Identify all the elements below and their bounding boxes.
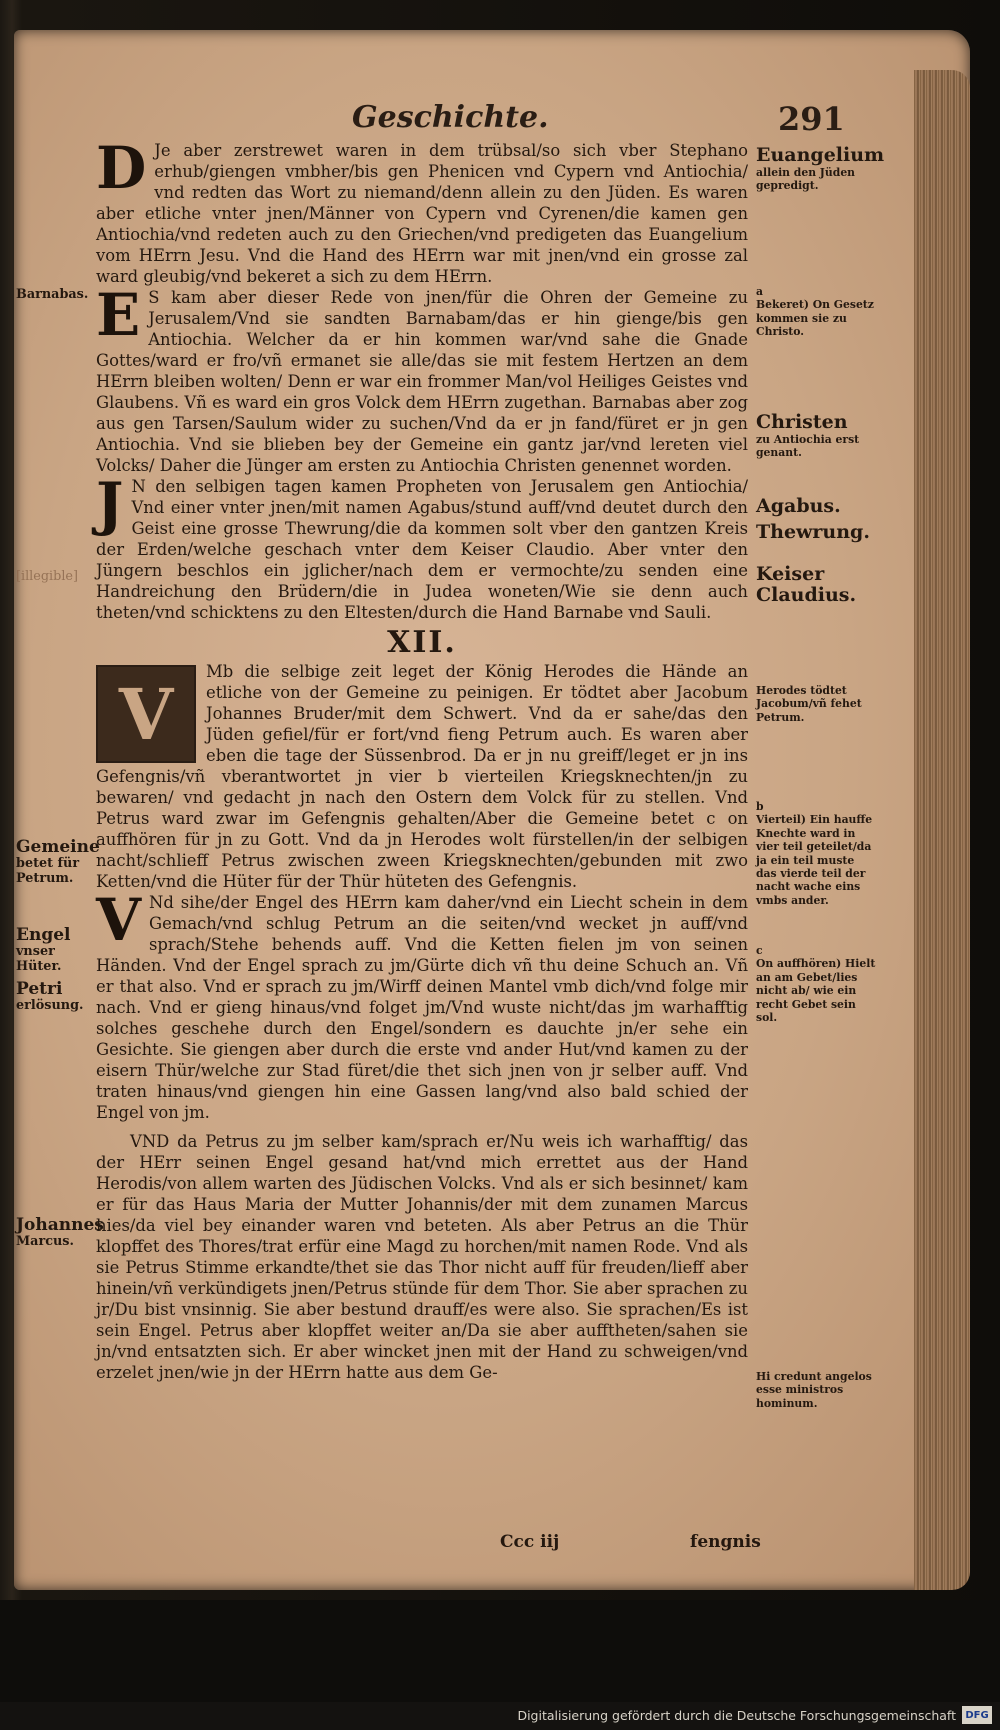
gloss-latin bbox=[756, 1370, 878, 1410]
paragraph-text: Nd sihe/der Engel des HErrn kam daher/vnd ein Liecht schein in dem Gemach/vnd schlug Petrum an die seiten/vnd wecket jn auff/vnd sprach/Stehe behends auff. Vnd die Ketten fielen jm von seinen Händen. Vnd der Engel sprach zu jm/Gürte dich vñ thu deine Schuch an. Vñ er that also. Vnd er sprach zu jm/Wirff deinen Mantel vmb dich/vnd folge mir nach. Vnd er gieng hinaus/vnd folget jm/Vnd wuste nicht/das jm warhafftig solches geschehe durch den Engel/sondern es dauchte jn/er sehe ein Gesichte. Sie giengen aber durch die erste vnd ander Hut/vnd kamen zu der eisern Thür/welche zur Stad füret/die thet sich jnen von jr selber auff. Vnd traten hinaus/vnd giengen hin eine Gassen lang/vnd also bald schied der Engel von jm. bbox=[96, 893, 748, 1122]
catchword: fengnis bbox=[690, 1532, 761, 1552]
gloss-text: zu Antiochia erst genant. bbox=[756, 433, 860, 460]
paragraph-4 bbox=[96, 661, 748, 892]
page-number: 291 bbox=[778, 100, 845, 138]
gloss-gemeine bbox=[16, 837, 100, 886]
gloss-faded bbox=[16, 570, 84, 585]
paragraph-text: ND da Petrus zu jm selber kam/sprach er/Nu weis ich warhafftig/ das der HErr seinen Engel gesand hat/vnd mich errettet aus der Hand Herodis/von allem warten des Jüdischen Volcks. Vnd als er sich besinnet/ kam er für das Haus Maria der Mutter Johannis/der mit dem zunamen Marcus hies/da viel bey einander waren vnd beteten. Als aber Petrus an die Thür klopffet des Thores/trat erfür eine Magd zu horchen/mit namen Rode. Vnd als sie Petrus Stimme erkandte/thet sie das Thor nicht auff für freuden/lieff aber hinein/vñ verkündigets jnen/Petrus stünde für dem Thor. Sie aber sprachen zu jr/Du bist vnsinnig. Sie aber bestund drauff/es were also. Sie sprachen/Es ist sein Engel. Petrus aber klopffet weiter an/Da sie aber aufftheten/sahen sie jn/vnd entsatzten sich. Er aber wincket jnen mit der Hand zu schweigen/vnd erzelet jnen/wie jn der HErrn hatte aus dem Ge- bbox=[96, 1132, 748, 1382]
gloss-text: betet für Petrum. bbox=[16, 856, 80, 886]
gloss-title: Engel bbox=[16, 925, 71, 945]
footer-bar bbox=[0, 1702, 1000, 1730]
gloss-mark: a bbox=[756, 285, 763, 298]
gloss-agabus bbox=[756, 496, 878, 517]
gloss-mark: b bbox=[756, 800, 764, 813]
gloss-text: Barnabas. bbox=[16, 287, 89, 302]
gloss-title: Thewrung. bbox=[756, 521, 870, 543]
gloss-text: Vierteil) Ein hauffe Knechte ward in vier teil geteilet/da ja ein teil muste das vierde teil der nacht wache eins vmbs ander. bbox=[756, 813, 873, 907]
gloss-text: Hi credunt angelos esse ministros hominum. bbox=[756, 1370, 872, 1410]
paragraph-text: Je aber zerstrewet waren in dem trübsal/so sich vber Stephano erhub/giengen vmbher/bis gen Phenicen vnd Cypern vnd Antiochia/ vnd redten das Wort zu niemand/denn allein zu den Jüden. Es waren aber etliche vnter jnen/Männer von Cypern vnd Cyrenen/die kamen gen Antiochia/vnd redeten auch zu den Griechen/vnd predigeten das Euangelium vom HErrn Jesu. Vnd die Hand des HErrn war mit jnen/vnd ein grosse zal ward gleubig/vnd bekeret a sich zu dem HErrn. bbox=[96, 141, 748, 286]
gloss-title: Petri bbox=[16, 979, 63, 999]
gloss-euangelium bbox=[756, 144, 885, 193]
gloss-on-auffhoren bbox=[756, 944, 878, 1024]
paragraph-2 bbox=[96, 281, 748, 476]
gloss-text: On auffhören) Hielt an am Gebet/lies nicht ab/ wie ein recht Gebet sein sol. bbox=[756, 957, 876, 1025]
gloss-text: allein den Jüden gepredigt. bbox=[756, 166, 856, 193]
gloss-text: Bekeret) On Gesetz kommen sie zu Christo. bbox=[756, 298, 874, 339]
dropcap-letter: J bbox=[96, 470, 124, 538]
gloss-title: Gemeine bbox=[16, 837, 100, 857]
gloss-text: [illegible] bbox=[16, 569, 78, 584]
gloss-title: Agabus. bbox=[756, 495, 841, 517]
footer-credit: Digitalisierung gefördert durch die Deutsche Forschungsgemeinschaft bbox=[517, 1708, 956, 1723]
gloss-title: Johannes bbox=[16, 1215, 104, 1235]
dropcap-letter: V bbox=[96, 886, 142, 954]
paragraph-indent bbox=[96, 1132, 130, 1151]
paragraph-3 bbox=[96, 470, 748, 623]
gloss-barnabas bbox=[16, 287, 89, 303]
gloss-thewrung bbox=[756, 522, 878, 543]
dropcap-letter: E bbox=[96, 281, 141, 349]
gloss-text: vnser Hüter. bbox=[16, 944, 62, 974]
gloss-johannes bbox=[16, 1215, 104, 1250]
gloss-title: Christen bbox=[756, 411, 848, 433]
ornamental-initial: V bbox=[96, 665, 196, 763]
gloss-text: erlösung. bbox=[16, 998, 84, 1013]
running-head: Geschichte. bbox=[352, 100, 549, 135]
gloss-vierteil bbox=[756, 800, 878, 907]
gloss-title: Euangelium bbox=[756, 144, 885, 166]
paragraph-1 bbox=[96, 134, 748, 287]
gloss-bekeret bbox=[756, 285, 878, 339]
gloss-text: Herodes tödtet Jacobum/vñ fehet Petrum. bbox=[756, 684, 862, 724]
chapter-heading: XII. bbox=[387, 625, 457, 660]
paragraph-text: Mb die selbige zeit leget der König Herodes die Hände an etliche von der Gemeine zu peinigen. Er tödtet aber Jacobum Johannes Bruder/mit dem Schwert. Vnd da er sahe/das den Jüden gefiel/für er fort/vnd fieng Petrum auch. Es waren aber eben die tage der Süssenbrod. Da er jn nu greiff/leget er jn ins Gefengnis/vñ vberantwortet jn vier b vierteilen Kriegsknechten/jn zu bewaren/ vnd gedacht jn nach den Ostern dem Volck für zu stellen. Vnd Petrus ward zwar im Gefengnis gehalten/Aber die Gemeine betet c on auffhören für jn zu Gott. Vnd da jn Herodes wolt fürstellen/in der selbigen nacht/schlieff Petrus zwischen zween Kriegsknechten/gebunden mit zwo Ketten/vnd die Hüter für der Thür hüteten des Gefengnis. bbox=[96, 662, 748, 891]
gloss-herodes bbox=[756, 684, 878, 724]
page-fore-edge bbox=[914, 70, 970, 1590]
paragraph-text: S kam aber dieser Rede von jnen/für die Ohren der Gemeine zu Jerusalem/Vnd sie sandten Barnabam/das er hin gienge/bis gen Antiochia. Welcher da er hin kommen war/vnd sahe die Gnade Gottes/ward er fro/vñ ermanet sie alle/das sie mit festem Hertzen an dem HErrn bleiben wolten/ Denn er war ein frommer Man/vol Heiliges Geistes vnd Glaubens. Vñ es ward ein gros Volck dem HErrn zugethan. Barnabas aber zog aus gen Tarsen/Saulum wider zu suchen/Vnd da er jn fand/füret er jn gen Antiochia. Vnd sie blieben bey der Gemeine ein gantz jar/vnd lereten viel Volcks/ Daher die Jünger am ersten zu Antiochia Christen genennet worden. bbox=[96, 288, 748, 475]
gloss-petri bbox=[16, 980, 84, 1014]
gloss-text: Marcus. bbox=[16, 1234, 74, 1249]
paragraph-6 bbox=[96, 1131, 748, 1383]
gloss-keiser bbox=[756, 564, 878, 606]
signature-mark: Ccc iij bbox=[500, 1532, 560, 1552]
gloss-christen bbox=[756, 412, 878, 460]
gloss-mark: c bbox=[756, 944, 763, 957]
dfg-logo: DFG bbox=[962, 1706, 992, 1724]
paragraph-text: N den selbigen tagen kamen Propheten von Jerusalem gen Antiochia/ Vnd einer vnter jnen/mit namen Agabus/stund auff/vnd deutet durch den Geist eine grosse Thewrung/die da kommen solt vber den gantzen Kreis der Erden/welche geschach vnter dem Keiser Claudio. Aber vnter den Jüngern beschlos ein jglicher/nach dem er vermochte/zu senden eine Handreichung den Brüdern/die in Judea woneten/Wie sie denn auch theten/vnd schicktens zu den Eltesten/durch die Hand Barnabe vnd Sauli. bbox=[96, 477, 748, 622]
gloss-title: Keiser Claudius. bbox=[756, 563, 857, 606]
paragraph-5 bbox=[96, 886, 748, 1123]
gloss-engel bbox=[16, 926, 84, 974]
main-text-block bbox=[96, 134, 748, 1383]
paragraph-initial: V bbox=[130, 1132, 142, 1151]
dropcap-letter: D bbox=[96, 134, 147, 202]
